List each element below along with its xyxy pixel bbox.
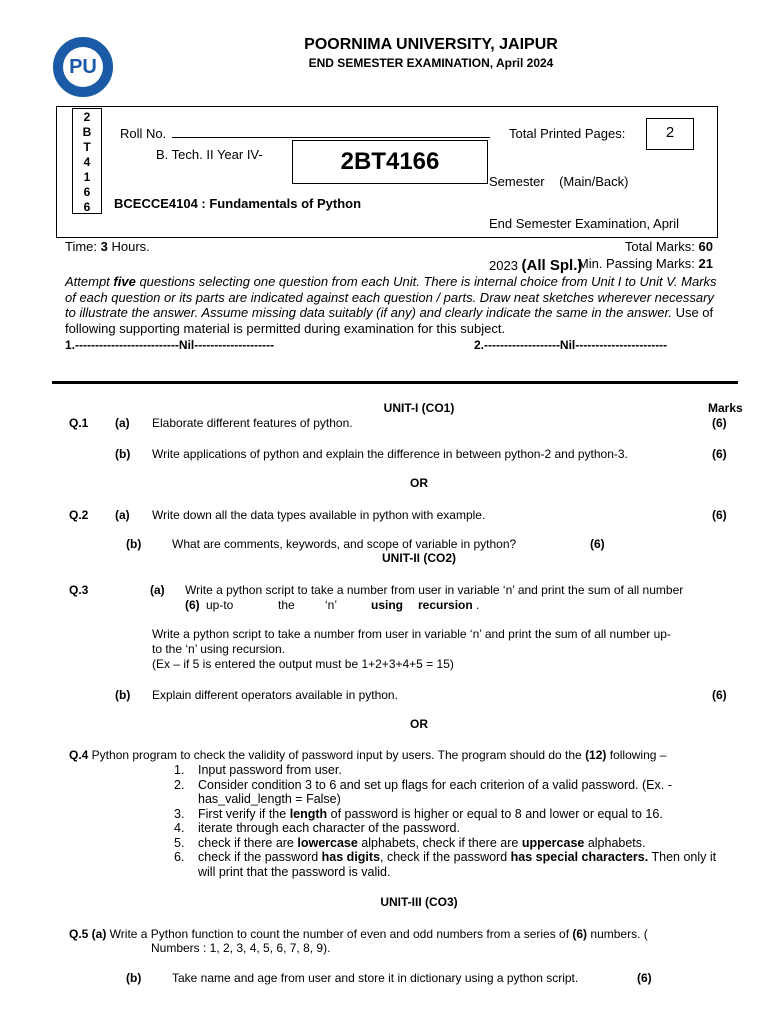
item-text: Consider condition 3 to 6 and set up flags for each criterion of a valid password. (Ex. - — [198, 777, 672, 792]
list-item — [174, 807, 734, 822]
item-text: Input password from user. — [198, 763, 342, 777]
q4-steps-list — [174, 763, 734, 879]
item-number: 2. — [174, 777, 185, 792]
q2a-label: (a) — [115, 508, 130, 522]
item-text-bold: has digits — [321, 850, 381, 864]
time-value: 3 — [100, 239, 108, 254]
q5a-line-2: Numbers : 1, 2, 3, 4, 5, 6, 7, 8, 9). — [151, 941, 331, 955]
item-number: 6. — [174, 850, 185, 864]
q3a-word-using: using — [371, 598, 403, 612]
q2-number: Q.2 — [69, 508, 89, 522]
q5b-label: (b) — [126, 971, 142, 985]
q3a-para-line-1: Write a python script to take a number from user in variable ‘n’ and print the sum of all number up- — [152, 627, 671, 641]
q3a-marks: (6) — [185, 598, 200, 612]
item-number: 5. — [174, 835, 185, 850]
item-text-part: check if the password — [198, 850, 322, 864]
q3a-word-upto: up-to — [206, 598, 234, 612]
q3a-para-line-3: (Ex – if 5 is entered the output must be 1+2+3+4+5 = 15) — [152, 657, 454, 671]
q3a-para-line-2: to the ‘n’ using recursion. — [152, 642, 285, 656]
code-char: 2 — [83, 110, 91, 124]
item-text — [198, 836, 646, 851]
code-char: T — [83, 140, 91, 154]
q3a-paragraph — [152, 627, 722, 672]
item-text-bold: length — [289, 806, 328, 821]
q2b-text: What are comments, keywords, and scope of variable in python? — [172, 537, 517, 551]
q5a-prompt: Write a Python function to count the number of even and odd numbers from a series of — [106, 927, 573, 941]
instr-five: five — [113, 274, 136, 289]
roll-no-label: Roll No. — [120, 126, 167, 141]
instr-part-2: questions selecting one question from each Unit. There is internal choice from Unit I to Unit V. Marks of each question or its parts are indicated against each question / parts. Draw neat sketches wherever necessary to illustrate the answer. Assume missing data suitably (if any) and clearly indicate the same in the answer. — [65, 274, 717, 320]
q3a-line-1: Write a python script to take a number from user in variable ‘n’ and print the sum of all number — [185, 583, 684, 597]
item-text-bold: has special characters. — [510, 850, 649, 864]
material-2: 2.-------------------Nil----------------------- — [474, 338, 668, 352]
q3-number: Q.3 — [69, 583, 89, 597]
item-text-bold: lowercase — [297, 835, 358, 850]
q1b-text: Write applications of python and explain the difference in between python-2 and python-3. — [152, 447, 628, 461]
q5a-marks: (6) — [572, 927, 588, 941]
item-text — [198, 807, 663, 822]
instr-part-1: Attempt — [65, 274, 114, 289]
q3b-text: Explain different operators available in python. — [152, 688, 398, 702]
item-text: has_valid_length = False) — [198, 792, 341, 806]
list-item — [174, 850, 734, 865]
item-text-part: check if there are — [198, 835, 298, 850]
exam-year: 2023 — [489, 258, 518, 273]
university-name: POORNIMA UNIVERSITY, JAIPUR — [304, 36, 558, 53]
exam-title: END SEMESTER EXAMINATION, April 2024 — [308, 56, 554, 70]
q2a-text: Write down all the data types available in python with example. — [152, 508, 486, 522]
item-number: 4. — [174, 821, 185, 835]
q5a-text — [69, 927, 648, 941]
q5b-text: Take name and age from user and store it in dictionary using a python script. — [172, 971, 579, 985]
unit-3-heading: UNIT-III (CO3) — [380, 895, 458, 909]
q5b-marks: (6) — [637, 971, 652, 985]
list-item — [174, 821, 734, 836]
course-title: BCECCE4104 : Fundamentals of Python — [114, 196, 362, 211]
item-text-part: of password is higher or equal to 8 and lower or equal to 16. — [327, 806, 663, 821]
list-item — [174, 836, 734, 851]
q1a-label: (a) — [115, 416, 130, 430]
code-char: 4 — [83, 155, 91, 169]
min-passing-marks — [578, 256, 713, 271]
time-label: Time: — [65, 239, 101, 254]
item-text-part: alphabets. — [584, 835, 646, 850]
or-divider-2: OR — [410, 717, 428, 731]
section-divider — [52, 381, 738, 384]
instructions — [65, 274, 725, 336]
semester-line-1: Semester (Main/Back) — [489, 174, 629, 189]
item-text: will print that the password is valid. — [198, 864, 391, 879]
total-pages-label: Total Printed Pages: — [509, 126, 626, 141]
or-divider-1: OR — [410, 476, 428, 490]
code-char: B — [82, 125, 92, 139]
q1-number: Q.1 — [69, 416, 89, 430]
q4-prompt: Python program to check the validity of password input by users. The program should do the — [88, 748, 586, 762]
item-text-part: Then only it — [648, 850, 717, 864]
min-pass-label: Min. Passing Marks: — [577, 256, 699, 271]
code-char: 1 — [83, 170, 91, 184]
q4-text — [69, 748, 666, 762]
q1b-label: (b) — [115, 447, 131, 461]
unit-1-heading: UNIT-I (CO1) — [383, 401, 455, 415]
q4-prompt-tail: following – — [606, 748, 667, 762]
time-unit: Hours. — [107, 239, 150, 254]
item-number: 3. — [174, 806, 185, 821]
q3a-word-period: . — [476, 598, 480, 612]
logo-monogram: PU — [63, 47, 103, 87]
q3a-label: (a) — [150, 583, 165, 597]
material-1: 1.--------------------------Nil-------------------- — [65, 338, 275, 352]
item-number — [174, 865, 198, 880]
q2a-marks: (6) — [712, 508, 727, 522]
code-char: 6 — [83, 200, 91, 214]
min-pass-value: 21 — [698, 256, 713, 271]
unit-2-heading: UNIT-II (CO2) — [382, 551, 456, 565]
item-text — [198, 850, 716, 865]
item-text: iterate through each character of the password. — [198, 821, 460, 835]
instr-part-3: Use of following supporting material is permitted during examination for this subject. — [65, 305, 714, 336]
time-allowed — [65, 239, 150, 254]
total-marks — [625, 239, 713, 254]
q1b-marks: (6) — [712, 447, 727, 461]
q2b-label: (b) — [126, 537, 142, 551]
total-marks-label: Total Marks: — [624, 239, 699, 254]
q3a-word-the: the — [278, 598, 295, 612]
q3a-word-n: ‘n’ — [325, 598, 338, 612]
item-text-part: alphabets, check if there are — [357, 835, 522, 850]
q1a-marks: (6) — [712, 416, 727, 430]
code-char: 6 — [83, 185, 91, 199]
semester-line-2: End Semester Examination, April — [489, 216, 680, 231]
list-item — [174, 763, 734, 778]
q5-number: Q.5 (a) — [69, 927, 107, 941]
list-item — [174, 778, 734, 793]
vertical-paper-code — [72, 108, 102, 214]
q3a-word-recursion: recursion — [418, 598, 473, 612]
q5a-prompt-tail: numbers. ( — [587, 927, 648, 941]
item-number: 1. — [174, 763, 185, 777]
paper-code: 2BT4166 — [292, 140, 488, 184]
q4-marks: (12) — [585, 748, 607, 762]
q2b-marks: (6) — [590, 537, 605, 551]
q3b-marks: (6) — [712, 688, 727, 702]
q3b-label: (b) — [115, 688, 131, 702]
list-item — [174, 865, 734, 880]
list-item — [174, 792, 734, 807]
item-text-bold: uppercase — [521, 835, 585, 850]
total-pages-value: 2 — [646, 118, 694, 150]
marks-column-heading: Marks — [708, 401, 743, 415]
total-marks-value: 60 — [698, 239, 713, 254]
item-number — [174, 792, 198, 807]
item-text-part: First verify if the — [198, 806, 290, 821]
roll-no-line — [172, 137, 490, 138]
item-text-part: , check if the password — [380, 850, 511, 864]
q4-number: Q.4 — [69, 748, 89, 762]
q1a-text: Elaborate different features of python. — [152, 416, 353, 430]
degree-label: B. Tech. II Year IV- — [156, 147, 263, 162]
all-spl: (All Spl.) — [521, 257, 583, 274]
